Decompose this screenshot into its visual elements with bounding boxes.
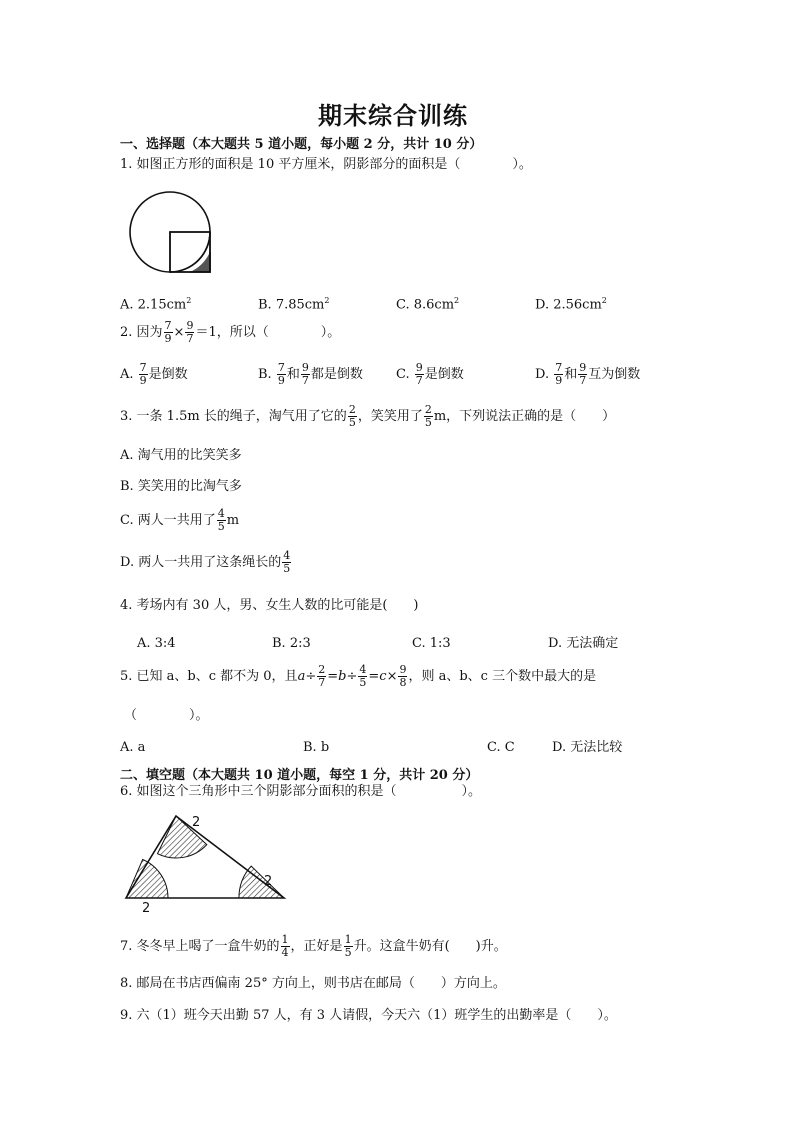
q5-option-d[interactable]: D. 无法比较 (552, 740, 623, 755)
question-5-stem: 5. 已知 a、b、c 都不为 0，且a÷ $\frac{2}{7}$ =b÷ $\frac{4}{5}$ =c× $\frac{9}{8}$ ，则 a、b、c 三个数中最大的是 (120, 663, 597, 689)
q1-option-d[interactable]: D. $2.56cm^2$ (535, 296, 607, 313)
q3-option-d[interactable]: D. 两人一共用了这条绳长的 $\frac{4}{5}$ (120, 549, 291, 575)
q3-option-c[interactable]: C. 两人一共用了 $\frac{4}{5}$ m (120, 507, 240, 533)
question-1-stem: 1. 如图正方形的面积是 10 平方厘米，阴影部分的面积是（ ）。 (120, 157, 532, 172)
q2-option-d[interactable]: D. $\frac{7}{9}$ 和 $\frac{9}{7}$ 互为倒数 (535, 361, 641, 387)
q2-option-c[interactable]: C. $\frac{9}{7}$ 是倒数 (396, 361, 464, 387)
label-top: 2 (192, 815, 201, 830)
label-bottom: 2 (142, 901, 151, 916)
question-8-stem: 8. 邮局在书店西偏南 25° 方向上，则书店在邮局（ ）方向上。 (120, 976, 506, 991)
q2-option-a[interactable]: A. $\frac{7}{9}$ 是倒数 (120, 361, 188, 387)
q5-option-b[interactable]: B. b (303, 740, 330, 755)
page-title: 期末综合训练 (318, 101, 468, 130)
question-5-blank: （ ）。 (124, 708, 209, 723)
question-2-stem: 2. 因为 $\frac{7}{9}$ × $\frac{9}{7}$ ＝1，所以（ ）。 (120, 319, 341, 345)
q1-option-a[interactable]: A. $2.15cm^2$ (120, 296, 192, 313)
q3-option-b[interactable]: B. 笑笑用的比淘气多 (120, 479, 242, 494)
label-right: 2 (264, 874, 273, 889)
section-heading-fill: 二、填空题（本大题共 10 道小题，每空 1 分，共计 20 分） (120, 768, 479, 783)
q4-option-d[interactable]: D. 无法确定 (548, 636, 619, 651)
q1-option-c[interactable]: C. $8.6cm^2$ (396, 296, 460, 313)
question-3-stem: 3. 一条 1.5m 长的绳子，淘气用了它的 $\frac{2}{5}$ ，笑笑用了 $\frac{2}{5}$ m，下列说法正确的是（ ） (120, 403, 616, 429)
q5-option-c[interactable]: C. C (487, 740, 515, 755)
question-9-stem: 9. 六（1）班今天出勤 57 人，有 3 人请假，今天六（1）班学生的出勤率是（ ）。 (120, 1008, 617, 1023)
shaded-sector-left (126, 859, 168, 898)
circle-square-figure (128, 190, 216, 276)
section-heading-choice: 一、选择题（本大题共 5 道小题，每小题 2 分，共计 10 分） (120, 137, 483, 152)
q4-option-b[interactable]: B. 2:3 (272, 636, 311, 651)
question-6-stem: 6. 如图这个三角形中三个阴影部分面积的积是（ ）。 (120, 784, 482, 799)
q5-option-a[interactable]: A. a (120, 740, 146, 755)
triangle-figure (120, 810, 295, 918)
q2-option-b[interactable]: B. $\frac{7}{9}$ 和 $\frac{9}{7}$ 都是倒数 (258, 361, 363, 387)
q4-option-c[interactable]: C. 1:3 (412, 636, 451, 651)
fraction: $\frac{7}{9}$ (164, 319, 172, 345)
question-4-stem: 4. 考场内有 30 人，男、女生人数的比可能是( ) (120, 598, 419, 613)
q4-option-a[interactable]: A. 3:4 (137, 636, 176, 651)
q1-option-b[interactable]: B. $7.85cm^2$ (258, 296, 330, 313)
q3-option-a[interactable]: A. 淘气用的比笑笑多 (120, 448, 242, 463)
question-7-stem: 7. 冬冬早上喝了一盒牛奶的 $\frac{1}{4}$ ，正好是 $\frac{1}{5}$ 升。这盒牛奶有( )升。 (120, 933, 507, 959)
fraction: $\frac{9}{7}$ (186, 319, 194, 345)
